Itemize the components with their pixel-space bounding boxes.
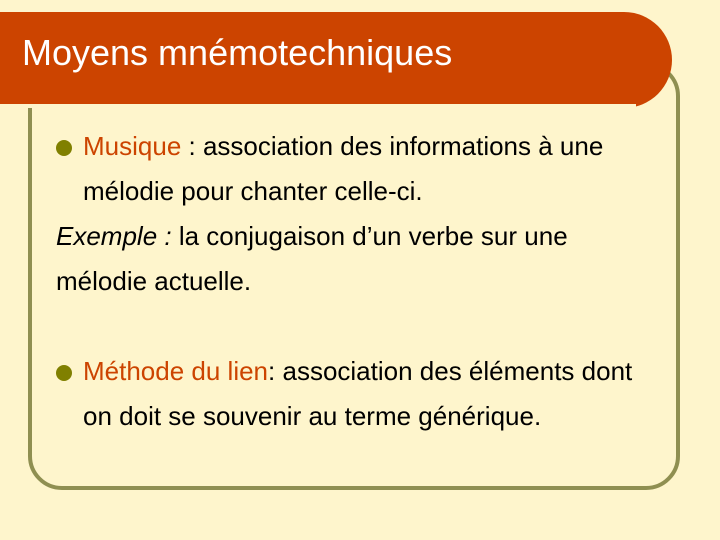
title-underline [0, 104, 636, 108]
spacer [56, 304, 656, 349]
bullet-text: : association des informations à une mélodie pour chanter celle-ci. [83, 131, 604, 206]
example-paragraph [56, 214, 656, 304]
bullet-dot-icon [56, 140, 72, 156]
bullet-term: Méthode du lien [83, 356, 269, 386]
slide-title: Moyens mnémotechniques [22, 32, 453, 73]
example-label: Exemple : [56, 221, 179, 251]
slide-content [56, 124, 656, 439]
bullet-text: : association des éléments dont on doit se souvenir au terme générique. [83, 356, 633, 431]
example-text: la conjugaison d’un verbe sur une mélodie actuelle. [56, 221, 568, 296]
bullet-dot-icon [56, 365, 72, 381]
bullet-musique [56, 124, 656, 214]
bullet-term: Musique [83, 131, 182, 161]
bullet-methode-du-lien [56, 349, 656, 439]
